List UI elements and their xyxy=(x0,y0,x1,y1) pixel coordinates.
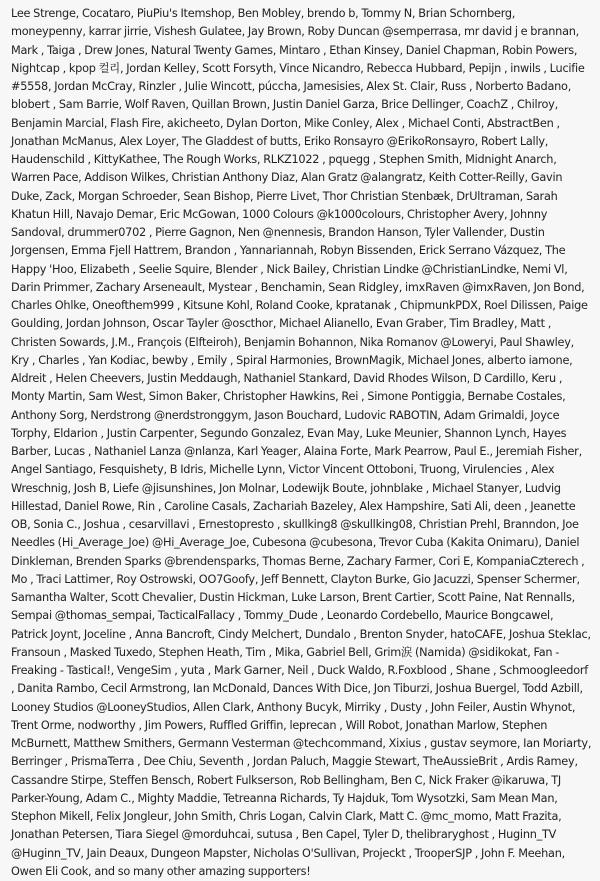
supporters-list-text: Lee Strenge, Cocataro, PiuPiu's Itemshop, Ben Mobley, brendo b, Tommy N, Brian Schornberg, moneypenny, karrar jirrie, Vishesh Gulatee, Jay Brown, Roby Duncan @semperrasa, mr david j e brannan, Mark , Taiga , Drew Jones, Natural Twenty Games, Mintaro , Ethan Kinsey, Daniel Chapman, Robin Powers, Nightcap , kpop 컬리, Jordan Kelley, Scott Forsyth, Vince Nicandro, Rebecca Hubbard, Pepijn , inwils , Lucifie #5558, Jordan McCray, Rinzler , Julie Wincott, púcchа, Jamesisies, Alex St. Clair, Russ , Norberto Badano, blobert , Sam Barrie, Wolf Raven, Quillan Brown, Justin Daniel Garza, Brice Dellinger, CoachZ , Chilroy, Benjamin Marcial, Flash Fire, akicheeto, Dylan Dorton, Mike Conley, Alex , Michael Conti, AbstractBen , Jonathan McManus, Alex Loyer, The Gladdest of butts, Eriko Ronsayro @ErikoRonsayro, Robert Lally, Haudenschild , KittyKathee, The Rough Works, RLKZ1022 , pquegg , Stephen Smith, Midnight Anarch, Warren Pace, Addison Wilkes, Christian Anthony Diaz, Alan Gratz @alangratz, Keith Cotter-Reilly, Gavin Duke, Zack, Morgan Schroeder, Sean Bishop, Pierre Livet, Thor Christian Stenbæk, DrUltraman, Sarah Khatun Hill, Navajo Demar, Eric McGowan, 1000 Colours @k1000colours, Christopher Avery, Johnny Sandoval, drummer0702 , Pierre Gagnon, Nen @nennesis, Brandon Hanson, Tyler Vallender, Dustin Jorgensen, Emma Fjell Hattrem, Brandon , Yannariannah, Robyn Bissenden, Erick Serrano Vázquez, The Happy 'Hoo, Elizabeth , Seelie Squire, Blender , Nick Bailey, Christian Lindke @ChristianLindke, Nemi Vl, Darin Primmer, Zachary Arseneault, Mystear , Benchamin, Sean Ridgley, imxRaven @imxRaven, Jon Bond, Charles Ohlke, Oneofthem999 , Kitsune Kohl, Roland Cooke, kpratanak , ChipmunkPDX, Roel Dilissen, Paige Goulding, Jordan Johnson, Oscar Tayler @oscthor, Michael Alianello, Evan Graber, Tim Bradley, Matt , Christen Sowards, J.M., François (Elfteiroh), Benjamin Bohannon, Nika Romanov @Loweryi, Paul Shawley, Kry , Charles , Yan Kodiac, bewby , Emily , Spiral Harmonies, BrownMagik, Michael Jones, alberto iamone, Aldreit , Helen Cheevers, Justin Meddaugh, Nathaniel Stankard, David Rhodes Wilson, D Cardillo, Keru , Monty Martin, Sam West, Simon Baker, Christopher Hawkins, Rei , Simone Pontiggia, Bernabe Costales, Anthony Sorg, Nerdstrong @nerdstronggym, Jason Bouchard, Ludovic RABOTIN, Adam Grimaldi, Joyce Torphy, Eldarion , Justin Carpenter, Segundo Gonzalez, Evan May, Luke Meunier, Shannon Lynch, Hayes Barber, Lucas , Nathaniel Lanza @nlanza, Karl Yeager, Alaina Forte, Mark Pearrow, Paul E., Jeremiah Fisher, Angel Santiago, Fesquishety, B Idris, Michelle Lynn, Victor Vincent Ottoboni, Truong, Virulencies , Alex Wreschnig, Josh B, Liefe @jisunshines, Jon Molnar, Lodewijk Boute, johnblake , Michael Stanyer, Ludvig Hillestad, Daniel Rowe, Rin , Caroline Casals, Zachariah Bazeley, Alex Hampshire, Sati Ali, deen , Jeanette OB, Sonia C., Joshua , cesarvillavi , Ernestopresto , skullking8 @skullking08, Christian Prehl, Branndon, Joe Needles (Hi_Average_Joe) @Hi_Average_Joe, Cubesona @cubesona, Trevor Cuba (Kakita Onimaru), Daniel Dinkleman, Brenden Sparks @brendensparks, Thomas Berne, Zachary Farmer, Cori E, KompaniaCzterech , Mo , Traci Lattimer, Roy Ostrowski, OO7Goofy, Jeff Bennett, Clayton Burke, Gio Jacuzzi, Spenser Schermer, Samantha Walter, Scott Chevalier, Dustin Hickman, Luke Larson, Brent Cartier, Scott Paine, Nat Rennalls, Sempai @thomas_sempai, TacticalFallacy , Tommy_Dude , Leonardo Cordebello, Maurice Bongcawel, Patrick Joynt, Joceline , Anna Bancroft, Cindy Melchert, Dundalo , Brenton Snyder, hatoCAFE, Joshua Steklac, Fransoun , Masked Tuxedo, Stephen Heath, Tim , Mika, Gabriel Bell, Grim涙 (Namida) @sidikokat, Fan - Freaking - Tastical!, VengeSim , yuta , Mark Garner, Neil , Duck Waldo, R.Foxblood , Shane , Schmoogleedorf , Danita Rambo, Cecil Armstrong, Ian McDonald, Dances With Dice, Jon Tiburzi, Joshua Buergel, Todd Azbill, Looney Studios @LooneyStudios, Allen Clark, Anthony Bucyk, Mirriky , Dusty , John Feiler, Austin Whynot, Trent Orme, nodworthy , Jim Powers, Ruffled Griffin, leprecan , Will Robot, Jonathan Marlow, Stephen McBurnett, Matthew Smithers, Germann Vesterman @techcommand, Xixius , gustav seymore, Ian Moriarty, Berringer , PrismaTerra , Dee Chiu, Seventh , Jordan Paluch, Maggie Stewart, TheAussieBrit , Ardis Ramey, Cassandre Stirpe, Steffen Bensch, Robert Fulkserson, Rob Bellingham, Ben C, Nick Fraker @ikaruwa, TJ Parker-Young, Adam C., Mighty Maddie, Tetreanna Richards, Ty Hajduk, Tom Wysotzki, Sam Mean Man, Stephon Mikell, Felix Jongleur, John Smith, Chris Logan, Calvin Clark, Matt C. @mc_momo, Matt Frazita, Jonathan Petersen, Tiara Siegel @morduhcai, sutusa , Ben Capel, Tyler D, thelibraryghost , Huginn_TV @Huginn_TV, Jain Deaux, Dungeon Mapster, Nicholas O'Sullivan, Projeckt , TrooperSJP , John F. Meehan, Owen Eli Cook, and so many other amazing supporters! xyxy=(11,7,592,878)
